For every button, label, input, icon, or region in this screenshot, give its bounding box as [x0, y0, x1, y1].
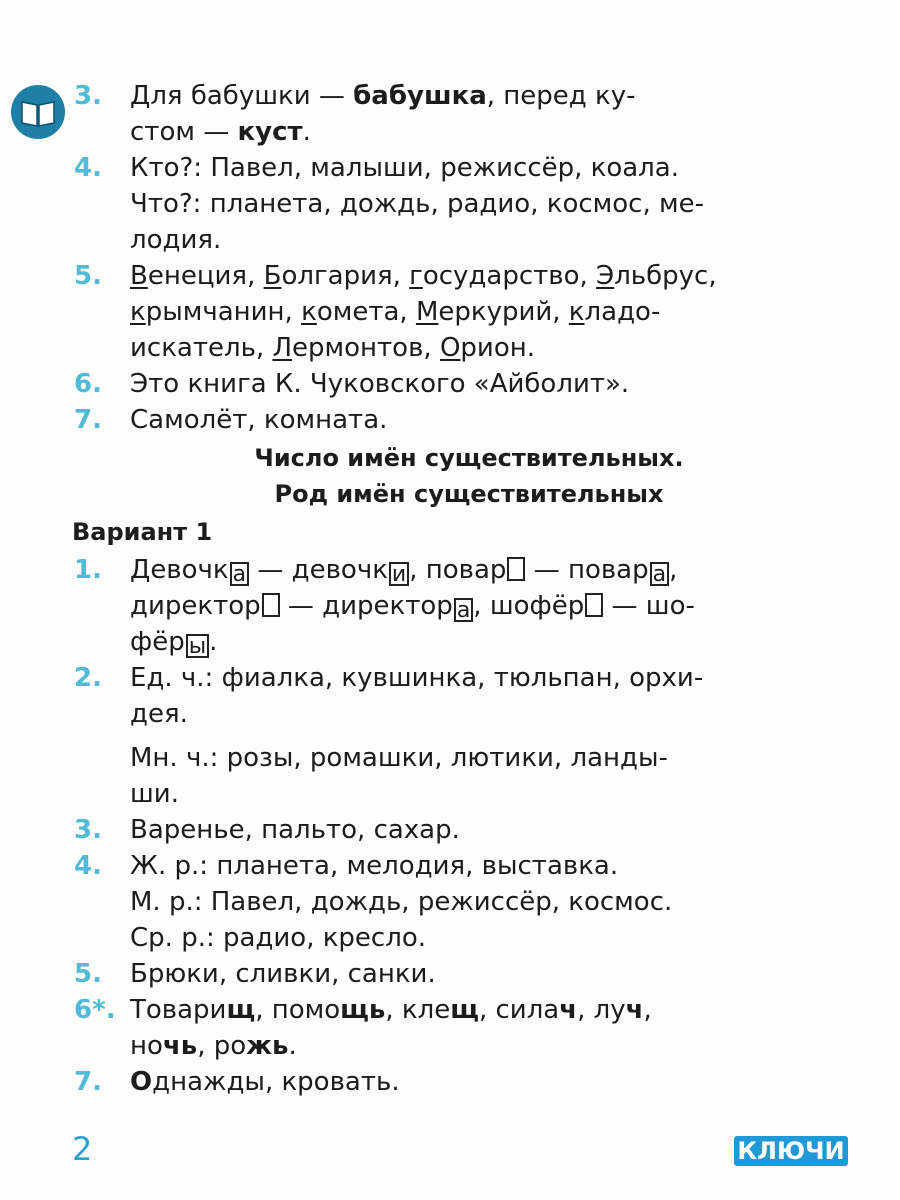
empty-ending-box — [507, 557, 525, 581]
answer-item — [74, 78, 864, 150]
keys-badge: КЛЮЧИ — [734, 1136, 848, 1166]
answer-item — [74, 660, 864, 812]
item-number: 4. — [74, 153, 102, 183]
item-number: 7. — [74, 1067, 102, 1097]
ending-box: и — [389, 562, 409, 586]
answer-text: Варенье, пальто, сахар. — [130, 815, 460, 845]
answer-text: Самолёт, комната. — [130, 405, 388, 435]
answer-text: крымчанин, комета, Меркурий, кладо- — [130, 297, 661, 327]
answer-text: дея. — [130, 699, 188, 729]
answer-text: Что?: планета, дождь, радио, космос, ме- — [130, 189, 704, 219]
answer-item — [74, 812, 864, 848]
answer-text: Девочк а — девочк и , повар — повар а , — [130, 555, 678, 587]
answer-item — [74, 366, 864, 402]
answer-text: Венеция, Болгария, государство, Эльбрус, — [130, 261, 717, 291]
variant-title: Вариант 1 — [72, 518, 213, 546]
ending-box: а — [454, 598, 473, 622]
page-number: 2 — [72, 1130, 93, 1168]
empty-ending-box — [262, 593, 280, 617]
item-number: 5. — [74, 959, 102, 989]
answer-item — [74, 552, 864, 660]
answer-text: фёр ы . — [130, 627, 218, 659]
item-number: 7. — [74, 405, 102, 435]
answer-item — [74, 150, 864, 258]
bold-word: куст — [237, 117, 303, 147]
answer-text: Ед. ч.: фиалка, кувшинка, тюльпан, орхи- — [130, 663, 704, 693]
answer-text: директор — директор а , шофёр — шо- — [130, 591, 695, 623]
ending-box: а — [650, 562, 669, 586]
item-number: 5. — [74, 261, 102, 291]
answer-text: Однажды, кровать. — [130, 1067, 400, 1097]
answer-text: Мн. ч.: розы, ромашки, лютики, ланды- — [130, 743, 668, 773]
answer-item — [74, 402, 864, 438]
empty-ending-box — [585, 593, 603, 617]
bold-word: бабушка — [353, 81, 487, 111]
ending-box: а — [230, 562, 249, 586]
answer-text: Ж. р.: планета, мелодия, выставка. — [130, 851, 619, 881]
answer-item — [74, 848, 864, 956]
item-number: 3. — [74, 81, 102, 111]
item-number: 6*. — [74, 995, 116, 1025]
answer-text: Брюки, сливки, санки. — [130, 959, 436, 989]
item-number: 6. — [74, 369, 102, 399]
answer-text: лодия. — [130, 225, 222, 255]
answer-item — [74, 258, 864, 366]
answer-text: Товарищ, помощь, клещ, силач, луч, — [130, 995, 652, 1025]
answer-item — [74, 992, 864, 1064]
answer-text: ши. — [130, 779, 179, 809]
answer-text: стом — куст. — [130, 117, 311, 147]
answers-text — [74, 78, 864, 1100]
answer-text: Ср. р.: радио, кресло. — [130, 923, 427, 953]
item-number: 3. — [74, 815, 102, 845]
open-book-icon — [10, 84, 66, 140]
section-heading: Род имён существительных — [274, 480, 664, 508]
item-number: 2. — [74, 663, 102, 693]
answer-item — [74, 1064, 864, 1100]
item-number: 4. — [74, 851, 102, 881]
answer-text: искатель, Лермонтов, Орион. — [130, 333, 535, 363]
answer-text: Это книга К. Чуковского «Айболит». — [130, 369, 630, 399]
answer-text: Для бабушки — бабушка, перед ку- — [130, 81, 636, 111]
answer-item — [74, 956, 864, 992]
ending-box: ы — [186, 634, 209, 658]
answer-text: Кто?: Павел, малыши, режиссёр, коала. — [130, 153, 679, 183]
answer-text: М. р.: Павел, дождь, режиссёр, космос. — [130, 887, 673, 917]
section-heading: Число имён существительных. — [254, 444, 684, 472]
item-number: 1. — [74, 555, 102, 585]
answer-text: ночь, рожь. — [130, 1031, 297, 1061]
